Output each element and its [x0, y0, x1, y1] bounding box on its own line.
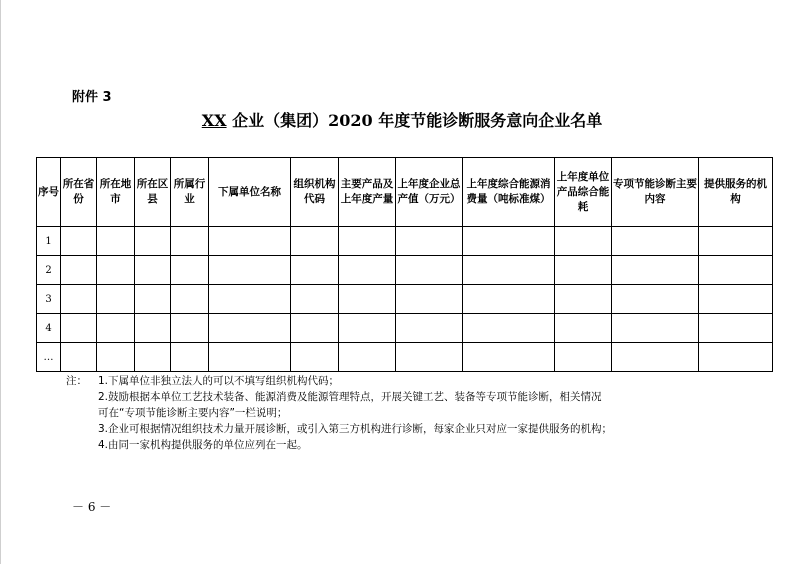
table-cell[interactable]	[209, 314, 291, 343]
table-cell[interactable]	[463, 285, 555, 314]
row-number: 3	[37, 285, 61, 314]
note-item: 2.鼓励根据本单位工艺技术装备、能源消费及能源管理特点，开展关键工艺、装备等专项节能诊断，相关情况	[98, 391, 602, 403]
table-row	[37, 343, 773, 372]
row-number: …	[37, 343, 61, 372]
header-energy-consumption: 上年度综合能源消费量（吨标准煤）	[463, 158, 555, 227]
header-output-value: 上年度企业总产值（万元）	[396, 158, 463, 227]
table-cell[interactable]	[463, 256, 555, 285]
table-cell[interactable]	[396, 227, 463, 256]
table-row	[37, 256, 773, 285]
table-cell[interactable]	[555, 256, 612, 285]
table-cell[interactable]	[396, 256, 463, 285]
notes-lead: 注：	[66, 375, 87, 387]
attachment-label: 附件 3	[72, 90, 112, 105]
table-cell[interactable]	[209, 227, 291, 256]
enterprise-list-table	[36, 157, 773, 372]
header-unit-energy: 上年度单位产品综合能耗	[555, 158, 612, 227]
table-cell[interactable]	[339, 314, 396, 343]
table-cell[interactable]	[339, 343, 396, 372]
table-cell[interactable]	[209, 256, 291, 285]
table-cell[interactable]	[171, 343, 209, 372]
note-item: 可在“专项节能诊断主要内容”一栏说明；	[98, 407, 288, 419]
table-cell[interactable]	[171, 227, 209, 256]
table-cell[interactable]	[396, 285, 463, 314]
table-cell[interactable]	[612, 314, 699, 343]
table-cell[interactable]	[97, 227, 135, 256]
table-cell[interactable]	[135, 314, 171, 343]
header-diagnosis-content: 专项节能诊断主要内容	[612, 158, 699, 227]
table-cell[interactable]	[555, 343, 612, 372]
table-cell[interactable]	[209, 343, 291, 372]
title-text: 企业（集团）2020 年度节能诊断服务意向企业名单	[226, 111, 603, 130]
table-header-row	[37, 158, 773, 227]
table-cell[interactable]	[555, 285, 612, 314]
table-cell[interactable]	[339, 256, 396, 285]
page-edge	[0, 0, 1, 564]
table-cell[interactable]	[61, 285, 97, 314]
table-cell[interactable]	[396, 343, 463, 372]
table-cell[interactable]	[699, 256, 773, 285]
table-cell[interactable]	[291, 343, 339, 372]
table-cell[interactable]	[171, 285, 209, 314]
note-line	[66, 421, 756, 437]
table-cell[interactable]	[339, 285, 396, 314]
row-number: 1	[37, 227, 61, 256]
table-cell[interactable]	[463, 314, 555, 343]
table-cell[interactable]	[61, 343, 97, 372]
table-cell[interactable]	[135, 256, 171, 285]
header-county: 所在区县	[135, 158, 171, 227]
table-row	[37, 285, 773, 314]
table-cell[interactable]	[612, 343, 699, 372]
table-cell[interactable]	[612, 256, 699, 285]
table-cell[interactable]	[396, 314, 463, 343]
note-item: 3.企业可根据情况组织技术力量开展诊断，或引入第三方机构进行诊断，每家企业只对应一家提供服务的机构；	[98, 423, 613, 435]
table-cell[interactable]	[612, 285, 699, 314]
table-cell[interactable]	[135, 343, 171, 372]
table-cell[interactable]	[555, 227, 612, 256]
table-cell[interactable]	[209, 285, 291, 314]
table-cell[interactable]	[97, 256, 135, 285]
header-city: 所在地市	[97, 158, 135, 227]
table-cell[interactable]	[291, 314, 339, 343]
table-cell[interactable]	[291, 227, 339, 256]
row-number: 2	[37, 256, 61, 285]
header-org-code: 组织机构代码	[291, 158, 339, 227]
table-cell[interactable]	[463, 227, 555, 256]
table-row	[37, 227, 773, 256]
note-line	[66, 405, 756, 421]
title-prefix: XX	[201, 111, 227, 130]
table-cell[interactable]	[699, 343, 773, 372]
note-line	[66, 389, 756, 405]
note-line	[66, 437, 756, 453]
table-cell[interactable]	[135, 227, 171, 256]
notes-section	[66, 373, 756, 453]
header-index: 序号	[37, 158, 61, 227]
table-cell[interactable]	[61, 256, 97, 285]
table-cell[interactable]	[463, 343, 555, 372]
table-cell[interactable]	[291, 285, 339, 314]
document-title	[0, 108, 804, 131]
header-main-product: 主要产品及上年度产量	[339, 158, 396, 227]
table-cell[interactable]	[699, 285, 773, 314]
table-cell[interactable]	[135, 285, 171, 314]
header-service-provider: 提供服务的机构	[699, 158, 773, 227]
table-cell[interactable]	[61, 314, 97, 343]
table-cell[interactable]	[699, 314, 773, 343]
note-item: 4.由同一家机构提供服务的单位应列在一起。	[98, 439, 308, 451]
note-line	[66, 373, 756, 389]
table-cell[interactable]	[555, 314, 612, 343]
table-row	[37, 314, 773, 343]
table-cell[interactable]	[291, 256, 339, 285]
table-cell[interactable]	[171, 256, 209, 285]
table-cell[interactable]	[612, 227, 699, 256]
header-subunit-name: 下属单位名称	[209, 158, 291, 227]
table-cell[interactable]	[97, 343, 135, 372]
note-item: 1.下属单位非独立法人的可以不填写组织机构代码；	[98, 375, 340, 387]
table-cell[interactable]	[699, 227, 773, 256]
page-number: － 6 －	[72, 500, 112, 514]
header-industry: 所属行业	[171, 158, 209, 227]
header-province: 所在省份	[61, 158, 97, 227]
table-cell[interactable]	[97, 314, 135, 343]
table-cell[interactable]	[171, 314, 209, 343]
table-cell[interactable]	[339, 227, 396, 256]
table-cell[interactable]	[97, 285, 135, 314]
row-number: 4	[37, 314, 61, 343]
table-cell[interactable]	[61, 227, 97, 256]
